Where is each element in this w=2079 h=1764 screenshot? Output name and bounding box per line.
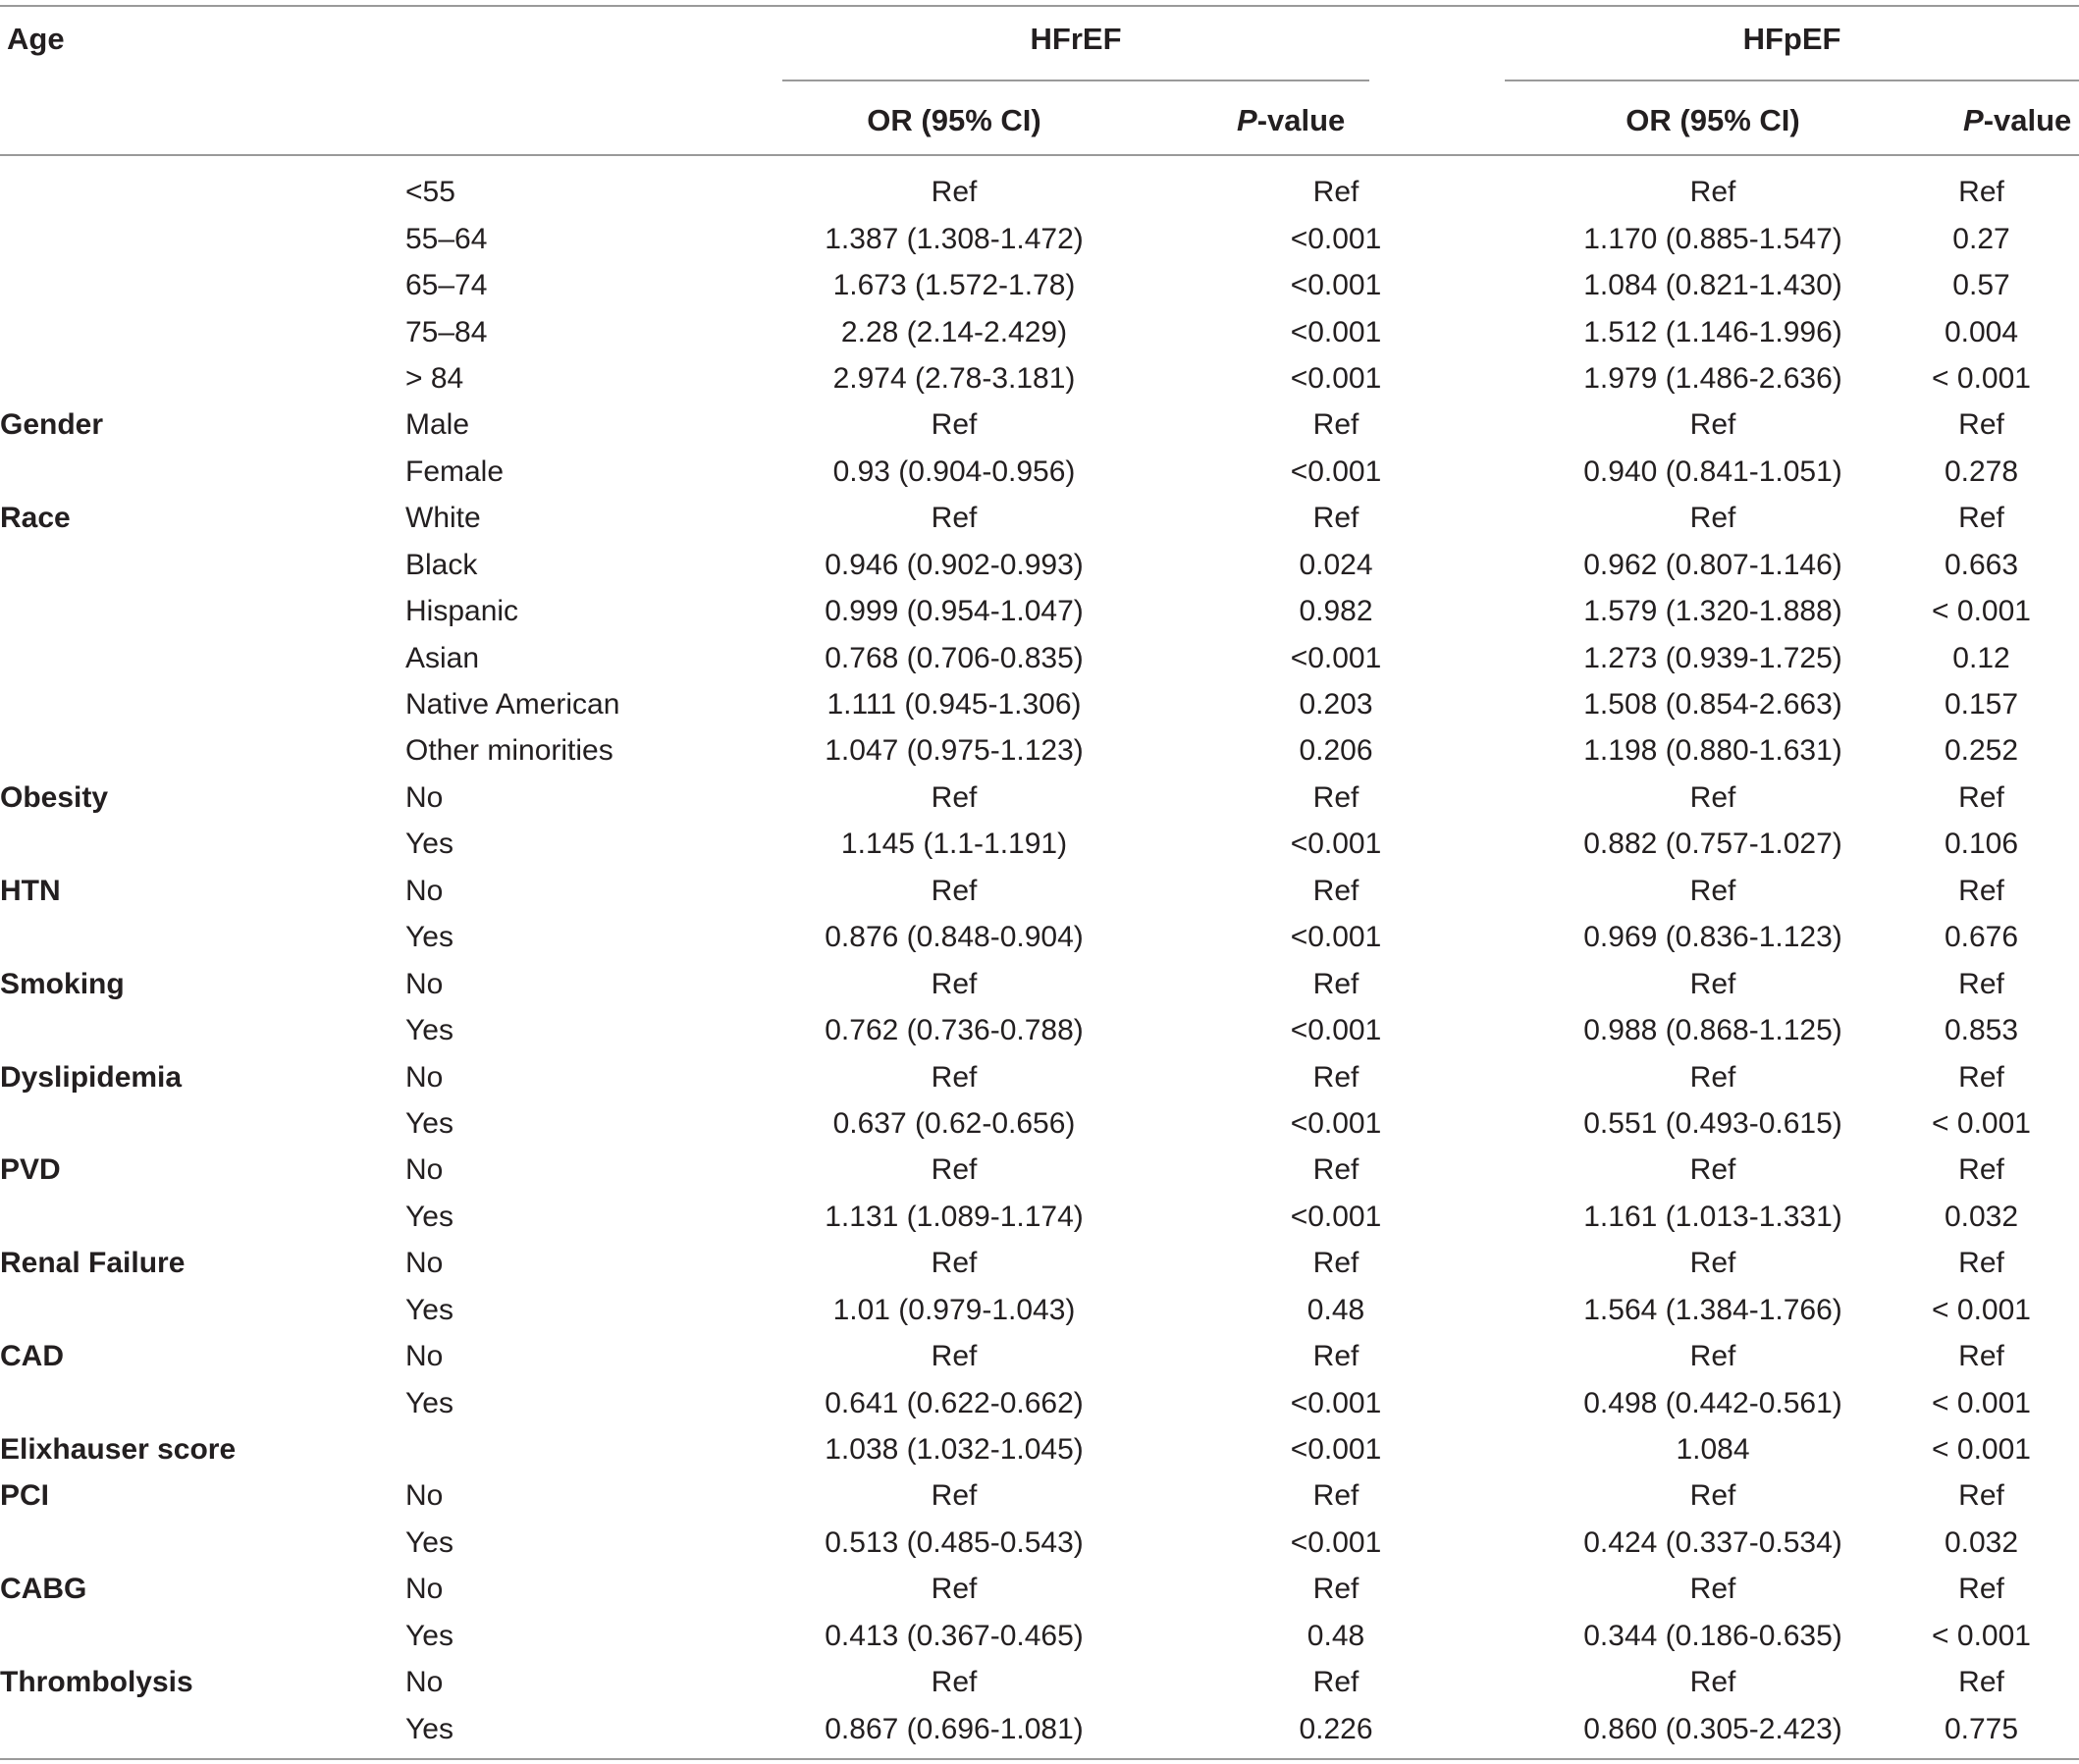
- hfref-p-cell: 0.982: [1299, 595, 1373, 628]
- hfref-or-cell: 1.673 (1.572-1.78): [832, 269, 1076, 302]
- category-cell: Black: [405, 548, 478, 581]
- hfpef-p-cell: 0.004: [1944, 315, 2019, 348]
- table-row: [0, 262, 2079, 308]
- p-header-hfref: [1237, 101, 1345, 140]
- hfpef-p-cell: < 0.001: [1932, 1386, 2031, 1419]
- hfref-or-cell: 1.131 (1.089-1.174): [825, 1200, 1084, 1233]
- category-cell: Male: [405, 408, 470, 442]
- hfref-p-cell: Ref: [1312, 1060, 1359, 1094]
- category-cell: Female: [405, 454, 505, 488]
- hfref-p-cell: 0.226: [1299, 1712, 1373, 1745]
- variable-cell: [0, 542, 405, 588]
- hfpef-p-cell: Ref: [1958, 408, 2004, 442]
- table-row: [0, 1566, 2079, 1612]
- hfpef-or-cell: 1.170 (0.885-1.547): [1583, 222, 1842, 255]
- hfpef-p-cell: 0.775: [1944, 1712, 2019, 1745]
- category-cell: Native American: [405, 688, 620, 722]
- category-cell: No: [405, 967, 444, 1000]
- hfref-p-cell: <0.001: [1290, 1014, 1382, 1047]
- hfpef-or-cell: Ref: [1689, 502, 1736, 535]
- table-row: [0, 1287, 2079, 1333]
- hfref-or-cell: Ref: [931, 408, 978, 442]
- table-row: [0, 868, 2079, 914]
- hfref-or-cell: 0.946 (0.902-0.993): [825, 548, 1084, 581]
- variable-cell: [0, 1100, 405, 1147]
- hfpef-or-cell: 0.344 (0.186-0.635): [1583, 1619, 1842, 1652]
- table-row: [0, 1100, 2079, 1147]
- hfpef-p-cell: < 0.001: [1932, 595, 2031, 628]
- table-row: [0, 588, 2079, 634]
- hfref-or-cell: Ref: [931, 967, 978, 1000]
- category-cell: No: [405, 1340, 444, 1373]
- hfref-or-cell: Ref: [931, 1479, 978, 1513]
- variable-cell: Obesity: [0, 780, 109, 814]
- variable-cell: Smoking: [0, 967, 125, 1000]
- hfpef-p-cell: < 0.001: [1932, 1293, 2031, 1326]
- hfref-or-cell: Ref: [931, 176, 978, 209]
- hfpef-or-cell: Ref: [1689, 1340, 1736, 1373]
- category-cell: Yes: [405, 1106, 453, 1140]
- category-cell: [405, 1426, 778, 1472]
- hfpef-or-cell: 1.579 (1.320-1.888): [1583, 595, 1842, 628]
- hfpef-p-cell: 0.853: [1944, 1014, 2019, 1047]
- hfref-or-cell: 0.867 (0.696-1.081): [825, 1712, 1084, 1745]
- hfref-or-cell: Ref: [931, 502, 978, 535]
- table-row: [0, 821, 2079, 867]
- hfpef-p-cell: 0.157: [1944, 688, 2019, 722]
- hfref-or-cell: Ref: [931, 1247, 978, 1280]
- hfpef-p-cell: Ref: [1958, 1573, 2004, 1606]
- hfref-p-cell: Ref: [1312, 1153, 1359, 1187]
- hfpef-or-cell: Ref: [1689, 1153, 1736, 1187]
- hfref-p-cell: <0.001: [1290, 1106, 1382, 1140]
- variable-cell: [0, 1007, 405, 1053]
- hfref-or-cell: Ref: [931, 1666, 978, 1699]
- category-cell: Yes: [405, 1386, 453, 1419]
- hfpef-p-cell: Ref: [1958, 874, 2004, 907]
- table-row: [0, 542, 2079, 588]
- hfpef-or-cell: 0.969 (0.836-1.123): [1583, 921, 1842, 954]
- p-suffix: -value: [1983, 103, 2072, 137]
- hfref-p-cell: <0.001: [1290, 269, 1382, 302]
- category-cell: Hispanic: [405, 595, 519, 628]
- variable-cell: PVD: [0, 1153, 61, 1187]
- or-header-hfpef: OR (95% CI): [1626, 103, 1800, 137]
- variable-cell: [0, 449, 405, 495]
- category-cell: No: [405, 874, 444, 907]
- hfref-or-cell: Ref: [931, 1153, 978, 1187]
- hfpef-or-cell: Ref: [1689, 1573, 1736, 1606]
- category-cell: 55–64: [405, 222, 488, 255]
- hfref-p-cell: <0.001: [1290, 222, 1382, 255]
- table-row: [0, 727, 2079, 774]
- top-rule: [0, 5, 2079, 7]
- hfref-or-cell: 1.145 (1.1-1.191): [840, 828, 1068, 861]
- hfpef-or-cell: Ref: [1689, 1479, 1736, 1513]
- table-row: [0, 449, 2079, 495]
- category-cell: 65–74: [405, 269, 488, 302]
- variable-cell: [0, 1705, 405, 1751]
- hfref-p-cell: <0.001: [1290, 828, 1382, 861]
- hfref-or-cell: 0.999 (0.954-1.047): [825, 595, 1084, 628]
- variable-cell: [0, 1613, 405, 1659]
- hfref-p-cell: Ref: [1312, 780, 1359, 814]
- hfref-p-cell: <0.001: [1290, 641, 1382, 674]
- hfpef-p-cell: Ref: [1958, 1153, 2004, 1187]
- category-cell: 75–84: [405, 315, 488, 348]
- hfpef-p-cell: < 0.001: [1932, 1619, 2031, 1652]
- hfpef-p-cell: 0.032: [1944, 1525, 2019, 1559]
- hfref-p-cell: <0.001: [1290, 1200, 1382, 1233]
- table-row: [0, 1613, 2079, 1659]
- table-row: [0, 1333, 2079, 1379]
- variable-cell: [0, 821, 405, 867]
- hfpef-or-cell: 1.508 (0.854-2.663): [1583, 688, 1842, 722]
- hfref-p-cell: 0.203: [1299, 688, 1373, 722]
- category-cell: No: [405, 1060, 444, 1094]
- hfref-p-cell: <0.001: [1290, 454, 1382, 488]
- table-row: [0, 1240, 2079, 1286]
- hfref-or-cell: 0.413 (0.367-0.465): [825, 1619, 1084, 1652]
- variable-cell: CAD: [0, 1340, 64, 1373]
- hfpef-or-cell: Ref: [1689, 780, 1736, 814]
- hfpef-or-cell: 1.084: [1676, 1433, 1750, 1467]
- category-cell: > 84: [405, 361, 464, 395]
- table-row: [0, 1472, 2079, 1519]
- p-letter: P: [1963, 103, 1984, 137]
- table-body: [0, 169, 2079, 1752]
- hfpef-p-cell: 0.032: [1944, 1200, 2019, 1233]
- group-header-hfref: HFrEF: [1030, 22, 1122, 56]
- table-row: [0, 1147, 2079, 1193]
- table-row: [0, 634, 2079, 680]
- hfref-p-cell: Ref: [1312, 1666, 1359, 1699]
- variable-cell: [0, 588, 405, 634]
- hfpef-p-cell: 0.12: [1952, 641, 2010, 674]
- table-row: [0, 1520, 2079, 1566]
- hfref-p-cell: Ref: [1312, 874, 1359, 907]
- table-row: [0, 308, 2079, 354]
- variable-cell: [0, 215, 405, 261]
- hfpef-or-cell: 1.512 (1.146-1.996): [1583, 315, 1842, 348]
- table-row: [0, 1379, 2079, 1425]
- variable-cell: [0, 262, 405, 308]
- hfref-or-cell: Ref: [931, 1340, 978, 1373]
- variable-cell: PCI: [0, 1479, 50, 1513]
- category-cell: Yes: [405, 828, 453, 861]
- hfpef-or-cell: 0.860 (0.305-2.423): [1583, 1712, 1842, 1745]
- hfpef-p-cell: 0.676: [1944, 921, 2019, 954]
- table-row: [0, 1659, 2079, 1705]
- hfpef-or-cell: Ref: [1689, 176, 1736, 209]
- table-row: [0, 495, 2079, 541]
- table-row: [0, 1426, 2079, 1472]
- category-cell: No: [405, 1666, 444, 1699]
- hfpef-or-cell: 0.962 (0.807-1.146): [1583, 548, 1842, 581]
- hfpef-p-cell: Ref: [1958, 1060, 2004, 1094]
- variable-cell: [0, 1520, 405, 1566]
- variable-cell: [0, 1287, 405, 1333]
- hfref-p-cell: <0.001: [1290, 361, 1382, 395]
- hfref-or-cell: Ref: [931, 874, 978, 907]
- hfref-or-cell: 1.047 (0.975-1.123): [825, 734, 1084, 768]
- variable-cell: HTN: [0, 874, 61, 907]
- hfpef-or-cell: 1.979 (1.486-2.636): [1583, 361, 1842, 395]
- variable-cell: [0, 308, 405, 354]
- hfpef-or-cell: 1.564 (1.384-1.766): [1583, 1293, 1842, 1326]
- hfpef-or-cell: 0.551 (0.493-0.615): [1583, 1106, 1842, 1140]
- hfpef-or-cell: 1.084 (0.821-1.430): [1583, 269, 1842, 302]
- variable-cell: [0, 169, 405, 215]
- hfref-p-cell: Ref: [1312, 967, 1359, 1000]
- p-header-hfpef: [1963, 101, 2071, 140]
- category-cell: Yes: [405, 1712, 453, 1745]
- group-rule-hfpef: [1505, 80, 2079, 81]
- hfpef-p-cell: Ref: [1958, 1340, 2004, 1373]
- hfref-p-cell: Ref: [1312, 1479, 1359, 1513]
- hfref-or-cell: Ref: [931, 1060, 978, 1094]
- hfpef-or-cell: 0.498 (0.442-0.561): [1583, 1386, 1842, 1419]
- hfpef-p-cell: < 0.001: [1932, 361, 2031, 395]
- table-row: [0, 169, 2079, 215]
- hfpef-or-cell: Ref: [1689, 1247, 1736, 1280]
- hfref-p-cell: 0.206: [1299, 734, 1373, 768]
- hfref-or-cell: 1.387 (1.308-1.472): [825, 222, 1084, 255]
- hfref-p-cell: <0.001: [1290, 315, 1382, 348]
- category-cell: White: [405, 502, 481, 535]
- hfref-or-cell: 0.768 (0.706-0.835): [825, 641, 1084, 674]
- hfpef-p-cell: Ref: [1958, 176, 2004, 209]
- hfpef-p-cell: Ref: [1958, 502, 2004, 535]
- variable-cell: Thrombolysis: [0, 1666, 193, 1699]
- table-row: [0, 401, 2079, 448]
- table-row: [0, 914, 2079, 960]
- p-letter: P: [1237, 103, 1257, 137]
- category-cell: Yes: [405, 921, 453, 954]
- hfpef-or-cell: Ref: [1689, 874, 1736, 907]
- variable-cell: Dyslipidemia: [0, 1060, 183, 1094]
- hfpef-p-cell: Ref: [1958, 1479, 2004, 1513]
- group-rule-hfref: [782, 80, 1369, 81]
- category-cell: Yes: [405, 1200, 453, 1233]
- hfpef-or-cell: 1.161 (1.013-1.331): [1583, 1200, 1842, 1233]
- table-row: [0, 1007, 2079, 1053]
- hfref-p-cell: Ref: [1312, 1340, 1359, 1373]
- category-cell: No: [405, 1153, 444, 1187]
- hfref-p-cell: Ref: [1312, 1573, 1359, 1606]
- hfpef-p-cell: 0.27: [1952, 222, 2010, 255]
- hfpef-p-cell: 0.57: [1952, 269, 2010, 302]
- table-row: [0, 215, 2079, 261]
- hfref-p-cell: Ref: [1312, 1247, 1359, 1280]
- variable-cell: Gender: [0, 408, 104, 442]
- variable-cell: [0, 634, 405, 680]
- hfpef-p-cell: 0.663: [1944, 548, 2019, 581]
- category-cell: No: [405, 1479, 444, 1513]
- hfpef-or-cell: Ref: [1689, 1666, 1736, 1699]
- category-cell: Yes: [405, 1525, 453, 1559]
- hfpef-or-cell: 0.424 (0.337-0.534): [1583, 1525, 1842, 1559]
- hfpef-or-cell: Ref: [1689, 408, 1736, 442]
- hfref-p-cell: 0.48: [1306, 1293, 1365, 1326]
- hfref-or-cell: 0.641 (0.622-0.662): [825, 1386, 1084, 1419]
- variable-cell: [0, 914, 405, 960]
- hfpef-or-cell: 0.882 (0.757-1.027): [1583, 828, 1842, 861]
- hfref-p-cell: <0.001: [1290, 1433, 1382, 1467]
- hfref-or-cell: Ref: [931, 1573, 978, 1606]
- hfref-or-cell: 0.637 (0.62-0.656): [832, 1106, 1076, 1140]
- hfref-or-cell: 1.111 (0.945-1.306): [826, 688, 1082, 722]
- hfref-or-cell: 1.01 (0.979-1.043): [832, 1293, 1076, 1326]
- table-row: [0, 1705, 2079, 1751]
- hfpef-p-cell: Ref: [1958, 780, 2004, 814]
- hfref-p-cell: Ref: [1312, 502, 1359, 535]
- category-cell: <55: [405, 176, 455, 209]
- category-cell: No: [405, 1247, 444, 1280]
- hfref-or-cell: Ref: [931, 780, 978, 814]
- hfref-p-cell: <0.001: [1290, 1525, 1382, 1559]
- hfref-p-cell: <0.001: [1290, 1386, 1382, 1419]
- variable-cell: CABG: [0, 1573, 87, 1606]
- variable-cell: [0, 355, 405, 401]
- table-row: [0, 1053, 2079, 1099]
- variable-cell: [0, 681, 405, 727]
- hfpef-or-cell: 1.273 (0.939-1.725): [1583, 641, 1842, 674]
- table-row: [0, 681, 2079, 727]
- hfref-p-cell: Ref: [1312, 176, 1359, 209]
- table-row: [0, 355, 2079, 401]
- variable-cell: Race: [0, 502, 71, 535]
- category-cell: No: [405, 1573, 444, 1606]
- hfref-or-cell: 0.876 (0.848-0.904): [825, 921, 1084, 954]
- table-rows: [0, 169, 2079, 1752]
- hfpef-or-cell: Ref: [1689, 1060, 1736, 1094]
- variable-cell: Renal Failure: [0, 1247, 186, 1280]
- hfpef-or-cell: 0.988 (0.868-1.125): [1583, 1014, 1842, 1047]
- table-row: [0, 1194, 2079, 1240]
- or-header-hfref: OR (95% CI): [867, 103, 1041, 137]
- hfref-or-cell: 0.762 (0.736-0.788): [825, 1014, 1084, 1047]
- hfpef-p-cell: Ref: [1958, 1247, 2004, 1280]
- hfpef-or-cell: Ref: [1689, 967, 1736, 1000]
- hfpef-or-cell: 1.198 (0.880-1.631): [1583, 734, 1842, 768]
- hfpef-or-cell: 0.940 (0.841-1.051): [1583, 454, 1842, 488]
- table-row: [0, 775, 2079, 821]
- bottom-rule: [0, 1758, 2079, 1760]
- category-cell: Yes: [405, 1293, 453, 1326]
- hfref-or-cell: 1.038 (1.032-1.045): [825, 1433, 1084, 1467]
- hfref-or-cell: 0.513 (0.485-0.543): [825, 1525, 1084, 1559]
- variable-cell: [0, 727, 405, 774]
- hfref-or-cell: 2.28 (2.14-2.429): [840, 315, 1068, 348]
- hfref-or-cell: 0.93 (0.904-0.956): [832, 454, 1076, 488]
- variable-cell: [0, 1194, 405, 1240]
- table-row: [0, 960, 2079, 1006]
- category-cell: Yes: [405, 1619, 453, 1652]
- category-cell: Asian: [405, 641, 480, 674]
- hfref-p-cell: 0.024: [1299, 548, 1373, 581]
- group-header-hfpef: HFpEF: [1742, 22, 1841, 56]
- hfref-p-cell: <0.001: [1290, 921, 1382, 954]
- category-cell: Yes: [405, 1014, 453, 1047]
- hfref-or-cell: 2.974 (2.78-3.181): [832, 361, 1076, 395]
- hfpef-p-cell: Ref: [1958, 967, 2004, 1000]
- variable-cell: [0, 1379, 405, 1425]
- category-cell: Other minorities: [405, 734, 613, 768]
- hfpef-p-cell: Ref: [1958, 1666, 2004, 1699]
- header-rule: [0, 154, 2079, 156]
- hfpef-p-cell: 0.106: [1944, 828, 2019, 861]
- variable-cell: Elixhauser score: [0, 1433, 237, 1467]
- hfpef-p-cell: 0.278: [1944, 454, 2019, 488]
- hfref-p-cell: Ref: [1312, 408, 1359, 442]
- category-cell: No: [405, 780, 444, 814]
- hfpef-p-cell: < 0.001: [1932, 1106, 2031, 1140]
- row-label-header: Age: [7, 22, 65, 56]
- p-suffix: -value: [1256, 103, 1346, 137]
- hfref-p-cell: 0.48: [1306, 1619, 1365, 1652]
- hfpef-p-cell: 0.252: [1944, 734, 2019, 768]
- hfpef-p-cell: < 0.001: [1932, 1433, 2031, 1467]
